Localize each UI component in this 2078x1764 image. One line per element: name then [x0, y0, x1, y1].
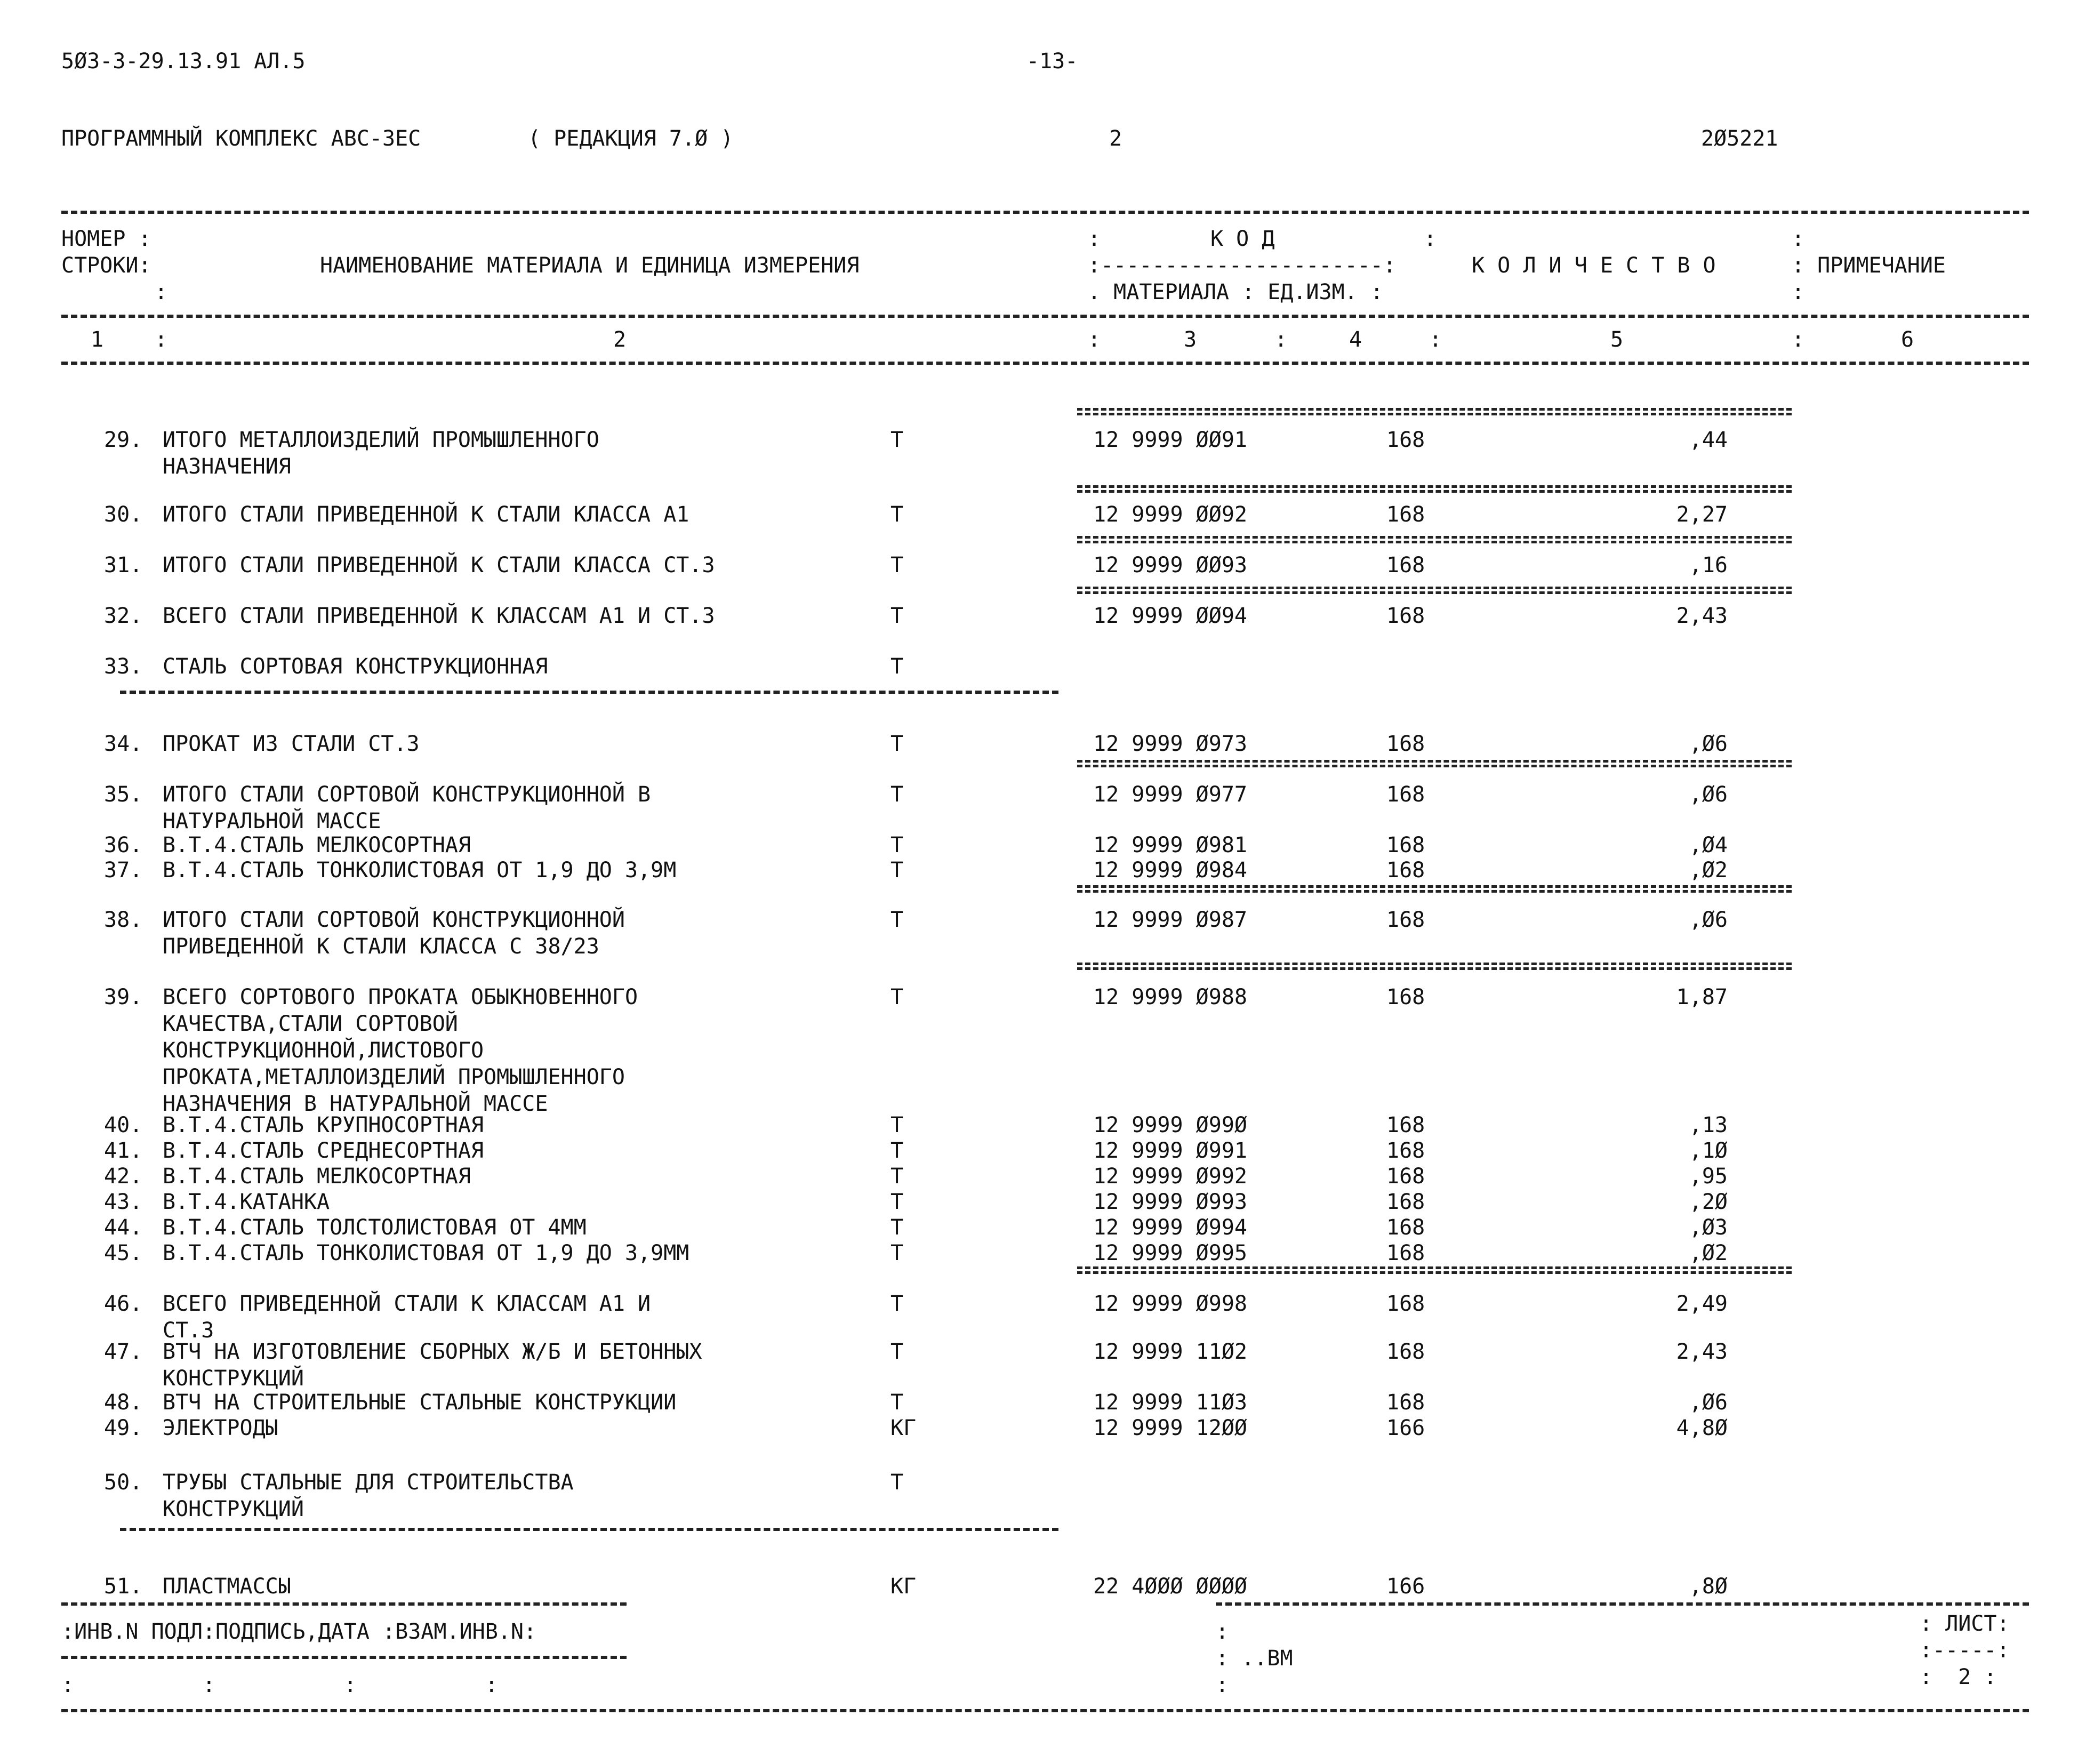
stamp-rule — [61, 1656, 627, 1659]
unit-code: 168 — [1386, 1241, 1425, 1265]
quantity: ,1Ø — [1689, 1138, 1728, 1163]
material-code: 12 9999 ØØ93 — [1093, 553, 1247, 578]
material-code: 12 9999 Ø991 — [1093, 1138, 1247, 1163]
total-rule — [1077, 485, 1792, 493]
quantity: ,Ø3 — [1689, 1215, 1728, 1240]
unit-of-measure: Т — [890, 1390, 904, 1415]
row-number: 38. — [104, 908, 143, 932]
material-name: ПРИВЕДЕННОЙ К СТАЛИ КЛАССА С 38/23 — [163, 934, 599, 959]
material-name: ВСЕГО ПРИВЕДЕННОЙ СТАЛИ К КЛАССАМ А1 И — [163, 1292, 651, 1316]
total-rule — [1077, 536, 1792, 543]
unit-code: 168 — [1386, 858, 1425, 883]
quantity: 4,8Ø — [1676, 1416, 1728, 1440]
unit-code: 168 — [1386, 985, 1425, 1009]
unit-of-measure: Т — [890, 1241, 904, 1265]
material-code: 12 9999 Ø988 — [1093, 985, 1247, 1009]
unit-code: 168 — [1386, 1215, 1425, 1240]
unit-code: 168 — [1386, 1190, 1425, 1214]
row-number: 45. — [104, 1241, 143, 1265]
unit-code: 168 — [1386, 908, 1425, 932]
col-number-2: 2 — [613, 327, 627, 352]
quantity: 2,49 — [1676, 1292, 1728, 1316]
total-rule — [1077, 587, 1792, 594]
quantity: 2,43 — [1676, 1340, 1728, 1364]
quantity: ,Ø2 — [1689, 1241, 1728, 1265]
quantity: ,Ø6 — [1689, 1390, 1728, 1415]
header-code-sep: :----------------------: — [1088, 253, 1396, 278]
doc-number: 2Ø5221 — [1701, 126, 1778, 151]
material-code: 12 9999 ØØ91 — [1093, 428, 1247, 452]
material-code: 12 9999 Ø994 — [1093, 1215, 1247, 1240]
col-sep: : — [1429, 327, 1442, 352]
material-code: 12 9999 Ø993 — [1093, 1190, 1247, 1214]
material-name: ЭЛЕКТРОДЫ — [163, 1416, 278, 1440]
header-code-sub: . МАТЕРИАЛА : ЕД.ИЗМ. : — [1088, 280, 1383, 304]
stamp-colon: : — [1216, 1619, 1229, 1644]
material-name: ИТОГО СТАЛИ ПРИВЕДЕННОЙ К СТАЛИ КЛАССА А1 — [163, 502, 689, 527]
material-name: НАЗНАЧЕНИЯ В НАТУРАЛЬНОЙ МАССЕ — [163, 1092, 548, 1116]
quantity: ,Ø6 — [1689, 732, 1728, 756]
material-name: СТ.3 — [163, 1318, 214, 1343]
unit-of-measure: Т — [890, 908, 904, 932]
col-number-5: 5 — [1610, 327, 1624, 352]
total-rule — [1077, 408, 1792, 415]
sheet-number: : 2 : — [1920, 1665, 1997, 1689]
sheet-label: : ЛИСТ: — [1920, 1611, 2010, 1636]
header-note: : ПРИМЕЧАНИЕ — [1792, 253, 1946, 278]
quantity: ,95 — [1689, 1164, 1728, 1189]
material-name: ТРУБЫ СТАЛЬНЫЕ ДЛЯ СТРОИТЕЛЬСТВА — [163, 1470, 574, 1495]
material-code: 12 9999 Ø977 — [1093, 782, 1247, 807]
header-col1-line3: : — [155, 280, 168, 304]
material-name: ПРОКАТА,МЕТАЛЛОИЗДЕЛИЙ ПРОМЫШЛЕННОГО — [163, 1065, 625, 1089]
quantity: 2,27 — [1676, 502, 1728, 527]
col-sep: : — [1088, 327, 1101, 352]
quantity: ,44 — [1689, 428, 1728, 452]
unit-of-measure: КГ — [890, 1574, 917, 1599]
col-number-4: 4 — [1349, 327, 1362, 352]
material-name: В.Т.4.СТАЛЬ ТОЛСТОЛИСТОВАЯ ОТ 4ММ — [163, 1215, 587, 1240]
stamp-rule — [61, 1602, 627, 1606]
header-colon: : — [1088, 227, 1101, 251]
unit-code: 168 — [1386, 1340, 1425, 1364]
stamp-rule — [1216, 1602, 2029, 1606]
row-number: 49. — [104, 1416, 143, 1440]
sheet-separator: :-----: — [1920, 1638, 2010, 1663]
material-name: В.Т.4.КАТАНКА — [163, 1190, 330, 1214]
material-name: В.Т.4.СТАЛЬ ТОНКОЛИСТОВАЯ ОТ 1,9 ДО 3,9М — [163, 858, 677, 883]
row-number: 30. — [104, 502, 143, 527]
material-name: КОНСТРУКЦИЙ — [163, 1497, 304, 1521]
total-rule — [1077, 885, 1792, 893]
col-sep: : — [1274, 327, 1288, 352]
group-rule — [120, 691, 1058, 694]
header-code-title: К О Д — [1210, 227, 1275, 251]
unit-of-measure: Т — [890, 732, 904, 756]
row-number: 46. — [104, 1292, 143, 1316]
stamp-mark: : ..ВМ — [1216, 1646, 1293, 1671]
edition: ( РЕДАКЦИЯ 7.Ø ) — [528, 126, 734, 151]
material-name: ВТЧ НА ИЗГОТОВЛЕНИЕ СБОРНЫХ Ж/Б И БЕТОННЫХ — [163, 1340, 702, 1364]
page-number: -13- — [1026, 49, 1078, 74]
col-sep: : — [155, 327, 168, 352]
row-number: 39. — [104, 985, 143, 1009]
stamp-cells: : : : : — [61, 1673, 498, 1697]
page-bottom-rule — [61, 1709, 2029, 1712]
material-code: 12 9999 12ØØ — [1093, 1416, 1247, 1440]
material-code: 12 9999 11Ø2 — [1093, 1340, 1247, 1364]
col-sep: : — [1792, 327, 1805, 352]
material-name: ВСЕГО СОРТОВОГО ПРОКАТА ОБЫКНОВЕННОГО — [163, 985, 638, 1009]
material-name: КОНСТРУКЦИОННОЙ,ЛИСТОВОГО — [163, 1038, 484, 1063]
unit-of-measure: Т — [890, 654, 904, 679]
unit-of-measure: Т — [890, 833, 904, 857]
row-number: 47. — [104, 1340, 143, 1364]
unit-of-measure: Т — [890, 1340, 904, 1364]
row-number: 31. — [104, 553, 143, 578]
row-number: 43. — [104, 1190, 143, 1214]
quantity: ,Ø4 — [1689, 833, 1728, 857]
material-name: КАЧЕСТВА,СТАЛИ СОРТОВОЙ — [163, 1012, 458, 1036]
header-colon: : — [1792, 280, 1805, 304]
unit-code: 168 — [1386, 782, 1425, 807]
header-col1-line1: НОМЕР : — [61, 227, 151, 251]
quantity: ,13 — [1689, 1113, 1728, 1137]
material-name: КОНСТРУКЦИЙ — [163, 1366, 304, 1391]
unit-of-measure: Т — [890, 985, 904, 1009]
material-code: 12 9999 ØØ94 — [1093, 604, 1247, 628]
material-name: В.Т.4.СТАЛЬ КРУПНОСОРТНАЯ — [163, 1113, 484, 1137]
material-code: 12 9999 Ø973 — [1093, 732, 1247, 756]
stamp-labels: :ИНВ.N ПОДЛ:ПОДПИСЬ,ДАТА :ВЗАМ.ИНВ.N: — [61, 1619, 537, 1644]
unit-code: 168 — [1386, 428, 1425, 452]
header-colon: : — [1792, 227, 1805, 251]
unit-of-measure: Т — [890, 502, 904, 527]
unit-of-measure: Т — [890, 1190, 904, 1214]
row-number: 37. — [104, 858, 143, 883]
quantity: 1,87 — [1676, 985, 1728, 1009]
row-number: 50. — [104, 1470, 143, 1495]
header-col2: НАИМЕНОВАНИЕ МАТЕРИАЛА И ЕДИНИЦА ИЗМЕРЕНИЯ — [320, 253, 860, 278]
header-colon: : — [1424, 227, 1437, 251]
total-rule — [1077, 1266, 1792, 1274]
unit-of-measure: КГ — [890, 1416, 917, 1440]
material-name: НАТУРАЛЬНОЙ МАССЕ — [163, 809, 381, 833]
material-name: В.Т.4.СТАЛЬ СРЕДНЕСОРТНАЯ — [163, 1138, 484, 1163]
material-code: 12 9999 Ø99Ø — [1093, 1113, 1247, 1137]
row-number: 33. — [104, 654, 143, 679]
material-name: ВТЧ НА СТРОИТЕЛЬНЫЕ СТАЛЬНЫЕ КОНСТРУКЦИИ — [163, 1390, 677, 1415]
row-number: 41. — [104, 1138, 143, 1163]
unit-of-measure: Т — [890, 858, 904, 883]
material-name: ПЛАСТМАССЫ — [163, 1574, 291, 1599]
unit-code: 166 — [1386, 1574, 1425, 1599]
material-name: ИТОГО СТАЛИ СОРТОВОЙ КОНСТРУКЦИОННОЙ В — [163, 782, 651, 807]
material-code: 12 9999 ØØ92 — [1093, 502, 1247, 527]
col-number-6: 6 — [1901, 327, 1914, 352]
header-qty: К О Л И Ч Е С Т В О — [1472, 253, 1716, 278]
unit-of-measure: Т — [890, 1470, 904, 1495]
row-number: 35. — [104, 782, 143, 807]
unit-code: 168 — [1386, 553, 1425, 578]
unit-of-measure: Т — [890, 782, 904, 807]
unit-of-measure: Т — [890, 553, 904, 578]
col-number-3: 3 — [1184, 327, 1197, 352]
unit-of-measure: Т — [890, 1292, 904, 1316]
total-rule — [1077, 963, 1792, 970]
material-name: В.Т.4.СТАЛЬ МЕЛКОСОРТНАЯ — [163, 1164, 471, 1189]
unit-code: 168 — [1386, 1113, 1425, 1137]
material-name: ВСЕГО СТАЛИ ПРИВЕДЕННОЙ К КЛАССАМ А1 И СТ.3 — [163, 604, 715, 628]
header-col1-line2: СТРОКИ: — [61, 253, 151, 278]
material-name: В.Т.4.СТАЛЬ ТОНКОЛИСТОВАЯ ОТ 1,9 ДО 3,9ММ — [163, 1241, 689, 1265]
unit-code: 166 — [1386, 1416, 1425, 1440]
quantity: ,Ø6 — [1689, 782, 1728, 807]
row-number: 32. — [104, 604, 143, 628]
material-code: 12 9999 Ø992 — [1093, 1164, 1247, 1189]
material-name: В.Т.4.СТАЛЬ МЕЛКОСОРТНАЯ — [163, 833, 471, 857]
material-name: ИТОГО СТАЛИ СОРТОВОЙ КОНСТРУКЦИОННОЙ — [163, 908, 625, 932]
total-rule — [1077, 760, 1792, 767]
unit-code: 168 — [1386, 1292, 1425, 1316]
unit-of-measure: Т — [890, 1215, 904, 1240]
unit-code: 168 — [1386, 1164, 1425, 1189]
row-number: 44. — [104, 1215, 143, 1240]
program-name: ПРОГРАММНЫЙ КОМПЛЕКС АВС-ЗЕС — [61, 126, 421, 151]
unit-code: 168 — [1386, 604, 1425, 628]
row-number: 40. — [104, 1113, 143, 1137]
row-number: 48. — [104, 1390, 143, 1415]
material-code: 12 9999 Ø998 — [1093, 1292, 1247, 1316]
row-number: 34. — [104, 732, 143, 756]
unit-code: 168 — [1386, 1138, 1425, 1163]
quantity: ,Ø6 — [1689, 908, 1728, 932]
unit-code: 168 — [1386, 1390, 1425, 1415]
unit-code: 168 — [1386, 833, 1425, 857]
material-name: НАЗНАЧЕНИЯ — [163, 454, 291, 479]
unit-of-measure: Т — [890, 428, 904, 452]
quantity: ,16 — [1689, 553, 1728, 578]
material-name: ИТОГО МЕТАЛЛОИЗДЕЛИЙ ПРОМЫШЛЕННОГО — [163, 428, 599, 452]
material-name: ИТОГО СТАЛИ ПРИВЕДЕННОЙ К СТАЛИ КЛАССА СТ.3 — [163, 553, 715, 578]
material-code: 12 9999 Ø984 — [1093, 858, 1247, 883]
material-code: 12 9999 11Ø3 — [1093, 1390, 1247, 1415]
header-bottom-rule — [61, 362, 2029, 365]
material-name: ПРОКАТ ИЗ СТАЛИ СТ.3 — [163, 732, 420, 756]
material-code: 12 9999 Ø981 — [1093, 833, 1247, 857]
quantity: ,Ø2 — [1689, 858, 1728, 883]
row-number: 42. — [104, 1164, 143, 1189]
unit-of-measure: Т — [890, 604, 904, 628]
material-code: 12 9999 Ø995 — [1093, 1241, 1247, 1265]
material-name: СТАЛЬ СОРТОВАЯ КОНСТРУКЦИОННАЯ — [163, 654, 548, 679]
doc-code: 5Ø3-3-29.13.91 АЛ.5 — [61, 49, 306, 74]
group-rule — [120, 1528, 1058, 1531]
row-number: 29. — [104, 428, 143, 452]
stamp-colon: : — [1216, 1673, 1229, 1697]
material-code: 12 9999 Ø987 — [1093, 908, 1247, 932]
col-number-1: 1 — [91, 327, 104, 352]
unit-code: 168 — [1386, 732, 1425, 756]
unit-code: 168 — [1386, 502, 1425, 527]
header-mid-rule — [61, 315, 2029, 318]
quantity: ,2Ø — [1689, 1190, 1728, 1214]
quantity: ,8Ø — [1689, 1574, 1728, 1599]
row-number: 36. — [104, 833, 143, 857]
material-code: 22 4ØØØ ØØØØ — [1093, 1574, 1247, 1599]
section-number: 2 — [1109, 126, 1122, 151]
quantity: 2,43 — [1676, 604, 1728, 628]
unit-of-measure: Т — [890, 1138, 904, 1163]
unit-of-measure: Т — [890, 1113, 904, 1137]
unit-of-measure: Т — [890, 1164, 904, 1189]
row-number: 51. — [104, 1574, 143, 1599]
header-top-rule — [61, 211, 2029, 214]
